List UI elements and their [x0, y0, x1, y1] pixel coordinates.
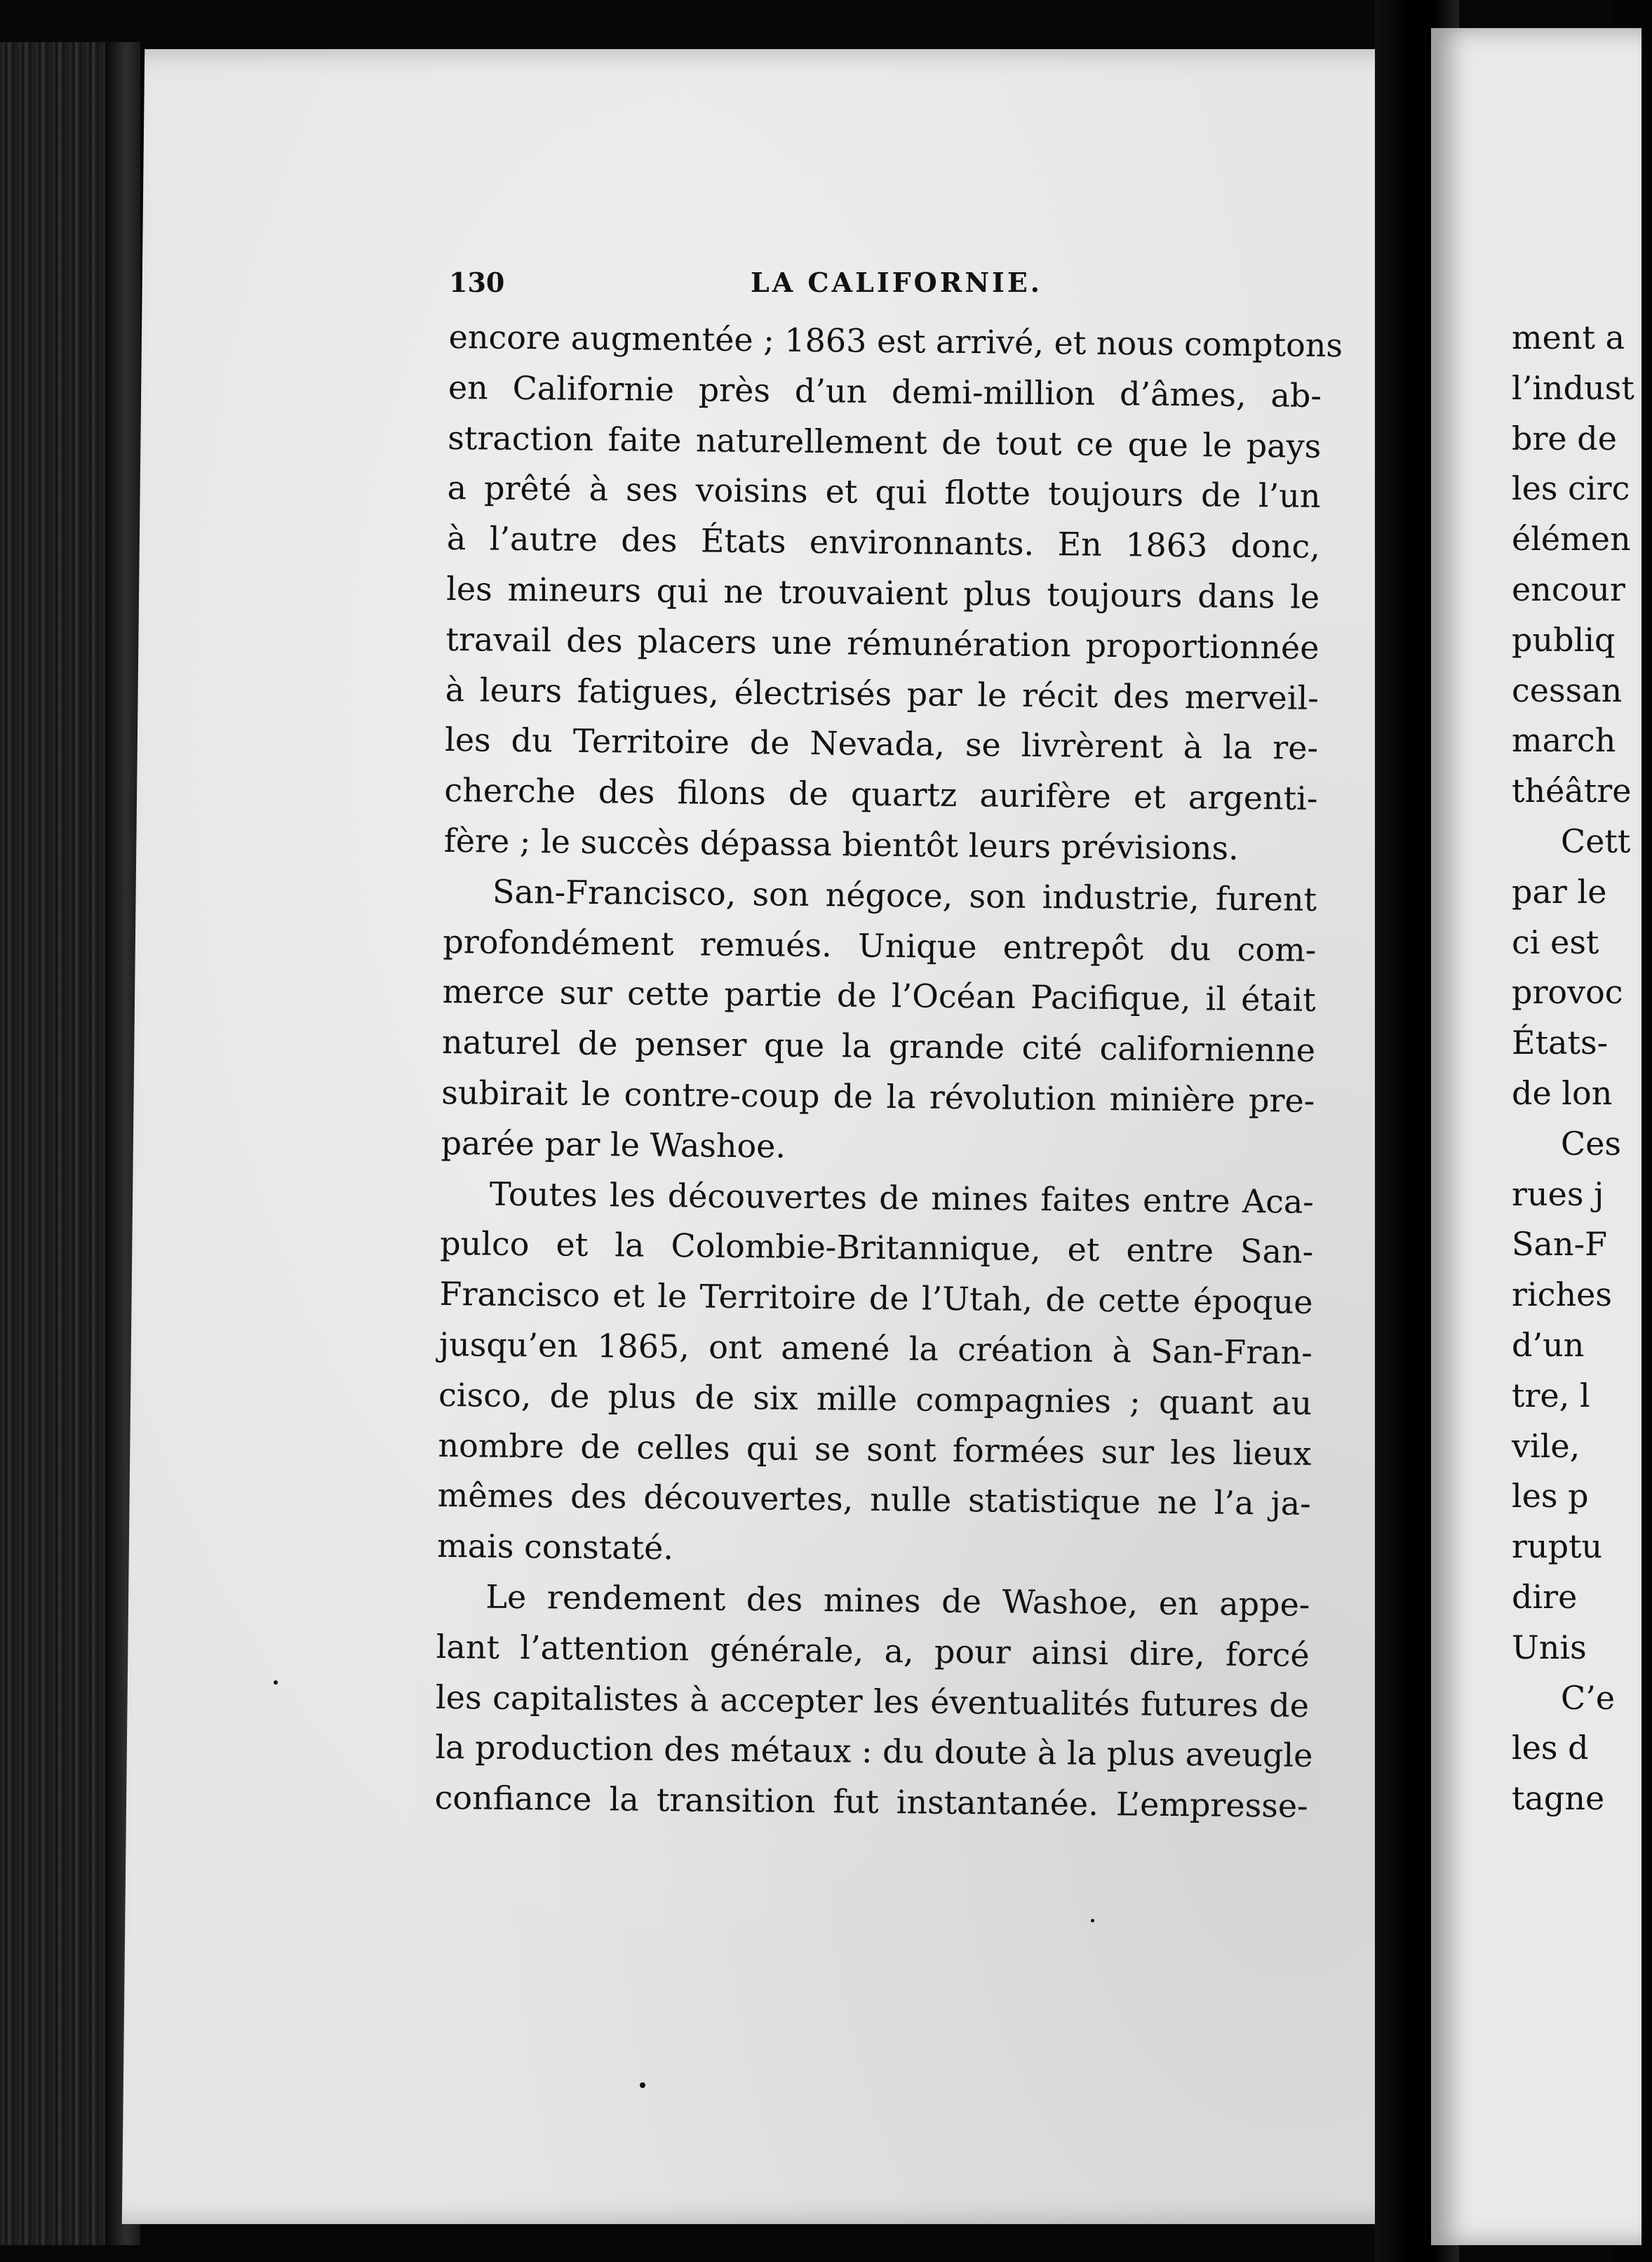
text-line: en Californie près d’un demi-million d’âmes, ab-: [448, 368, 1322, 415]
paragraph-first-line: Cett: [1561, 822, 1631, 860]
paragraph-first-line: C’e: [1561, 1678, 1616, 1717]
text-line: Francisco et le Territoire de l’Utah, de cette époque: [439, 1275, 1313, 1322]
running-title: LA CALIFORNIE.: [751, 267, 1043, 298]
text-line: la production des métaux : du doute à la plus aveugle: [435, 1728, 1313, 1775]
text-line: vile,: [1512, 1426, 1580, 1465]
text-line: straction faite naturellement de tout ce que le pays: [448, 418, 1322, 465]
text-line: march: [1512, 721, 1616, 760]
text-line: nombre de celles qui se sont formées sur les lieux: [438, 1426, 1312, 1473]
text-line: subirait le contre-coup de la révolution minière pre-: [441, 1073, 1315, 1120]
text-line: San-F: [1512, 1225, 1608, 1264]
text-line: tagne: [1512, 1779, 1605, 1818]
page-number: 130: [449, 267, 505, 298]
text-line: publiq: [1512, 620, 1616, 659]
text-line: les d: [1512, 1729, 1589, 1767]
text-line: mais constaté.: [436, 1527, 674, 1567]
text-line: les du Territoire de Nevada, se livrèrent à la re-: [444, 721, 1319, 768]
text-line: États-: [1512, 1024, 1609, 1062]
text-line: dire: [1512, 1577, 1578, 1616]
text-line: ment a: [1512, 319, 1625, 356]
text-line: riches: [1512, 1276, 1612, 1314]
text-line: à leurs fatigues, électrisés par le récit des merveil-: [445, 670, 1319, 717]
text-line: de lon: [1512, 1073, 1613, 1112]
text-line: Unis: [1512, 1628, 1587, 1666]
text-line: travail des placers une rémunération proportionnée: [445, 620, 1319, 667]
text-line: encore augmentée ; 1863 est arrivé, et nous comptons: [448, 317, 1343, 365]
running-head: [449, 267, 1361, 309]
text-line: fère ; le succès dépassa bientôt leurs prévisions.: [443, 821, 1240, 867]
book-page-edges: [0, 42, 140, 2245]
text-line: confiance la transition fut instantanée. L’empresse-: [434, 1779, 1308, 1825]
text-line: lant l’attention générale, a, pour ainsi dire, forcé: [436, 1627, 1310, 1674]
text-line: l’indust: [1512, 368, 1634, 407]
ink-speck: [274, 1680, 278, 1685]
text-line: merce sur cette partie de l’Océan Pacifique, il était: [442, 972, 1316, 1019]
text-line: les circ: [1512, 469, 1630, 508]
text-line: a prêté à ses voisins et qui flotte toujours de l’un: [447, 469, 1321, 516]
text-line: naturel de penser que la grande cité californienne: [441, 1023, 1316, 1070]
text-line: encour: [1512, 570, 1625, 608]
text-line: les mineurs qui ne trouvaient plus toujours dans le: [445, 569, 1320, 616]
text-line: mêmes des découvertes, nulle statistique ne l’a ja-: [437, 1476, 1312, 1523]
text-line: ci est: [1512, 923, 1599, 961]
right-page-text: [1512, 312, 1652, 1823]
text-line: d’un: [1512, 1325, 1585, 1364]
text-line: à l’autre des États environnants. En 1863 donc,: [446, 519, 1321, 566]
text-line: bre de: [1512, 419, 1617, 457]
text-line: théâtre: [1512, 772, 1632, 810]
text-line: provoc: [1512, 973, 1623, 1012]
text-line: ruptu: [1512, 1527, 1603, 1566]
ink-speck: [1091, 1919, 1094, 1922]
text-line: cisco, de plus de six mille compagnies ; quant au: [438, 1375, 1312, 1422]
paragraph-first-line: Ces: [1561, 1124, 1622, 1163]
text-line: les capitalistes à accepter les éventualités futures de: [435, 1678, 1310, 1725]
text-line: par le: [1512, 872, 1607, 911]
text-line: cessan: [1512, 671, 1623, 709]
paragraph-first-line: San-Francisco, son négoce, son industrie, furent: [492, 872, 1317, 918]
text-line: cherche des filons de quartz aurifère et argenti-: [444, 771, 1318, 818]
text-line: les p: [1512, 1477, 1589, 1515]
ink-speck: [640, 2082, 645, 2088]
text-line: pulco et la Colombie-Britannique, et entre San-: [439, 1224, 1314, 1271]
paragraph-first-line: Le rendement des mines de Washoe, en appe-: [485, 1577, 1310, 1624]
text-line: jusqu’en 1865, ont amené la création à San-Fran-: [438, 1325, 1313, 1372]
text-line: rues j: [1512, 1174, 1604, 1213]
text-line: élémen: [1512, 520, 1631, 558]
text-line: tre, l: [1512, 1376, 1590, 1414]
text-line: parée par le Washoe.: [441, 1123, 786, 1165]
text-line: profondément remués. Unique entrepôt du com-: [443, 922, 1317, 969]
left-page-body-text: [434, 312, 1343, 1832]
paragraph-first-line: Toutes les découvertes de mines faites entre Aca-: [489, 1174, 1315, 1221]
